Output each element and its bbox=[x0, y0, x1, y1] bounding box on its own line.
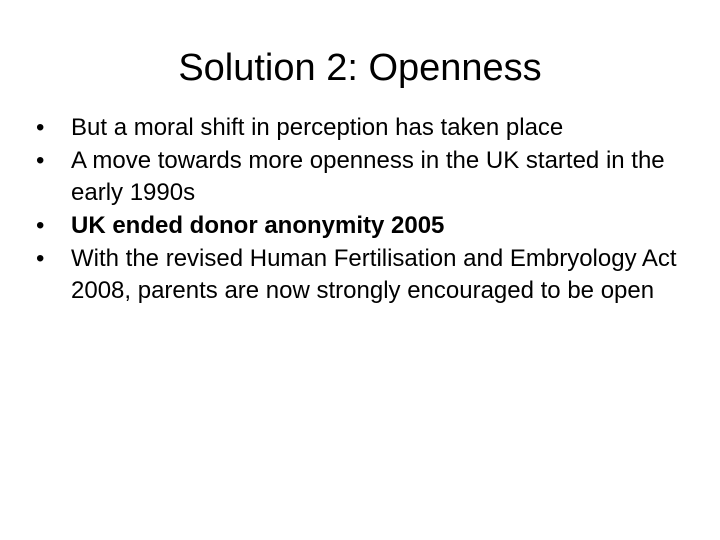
bullet-dot-icon: • bbox=[36, 245, 45, 272]
bullet-item bbox=[36, 243, 696, 307]
slide-title: Solution 2: Openness bbox=[178, 47, 542, 89]
bullet-dot-icon: • bbox=[36, 212, 45, 239]
bullet-text: But a moral shift in perception has taken place bbox=[71, 114, 564, 141]
bullet-item bbox=[36, 112, 696, 144]
bullet-dot-icon: • bbox=[36, 114, 45, 141]
bullet-dot-icon: • bbox=[36, 147, 45, 174]
bullet-item bbox=[36, 210, 696, 242]
bullet-list bbox=[36, 112, 696, 308]
bullet-text: UK ended donor anonymity 2005 bbox=[71, 212, 445, 239]
bullet-item bbox=[36, 145, 696, 209]
bullet-text: A move towards more openness in the UK started in the early 1990s bbox=[71, 147, 665, 206]
bullet-text: With the revised Human Fertilisation and Embryology Act 2008, parents are now strongly encouraged to be open bbox=[71, 245, 677, 304]
